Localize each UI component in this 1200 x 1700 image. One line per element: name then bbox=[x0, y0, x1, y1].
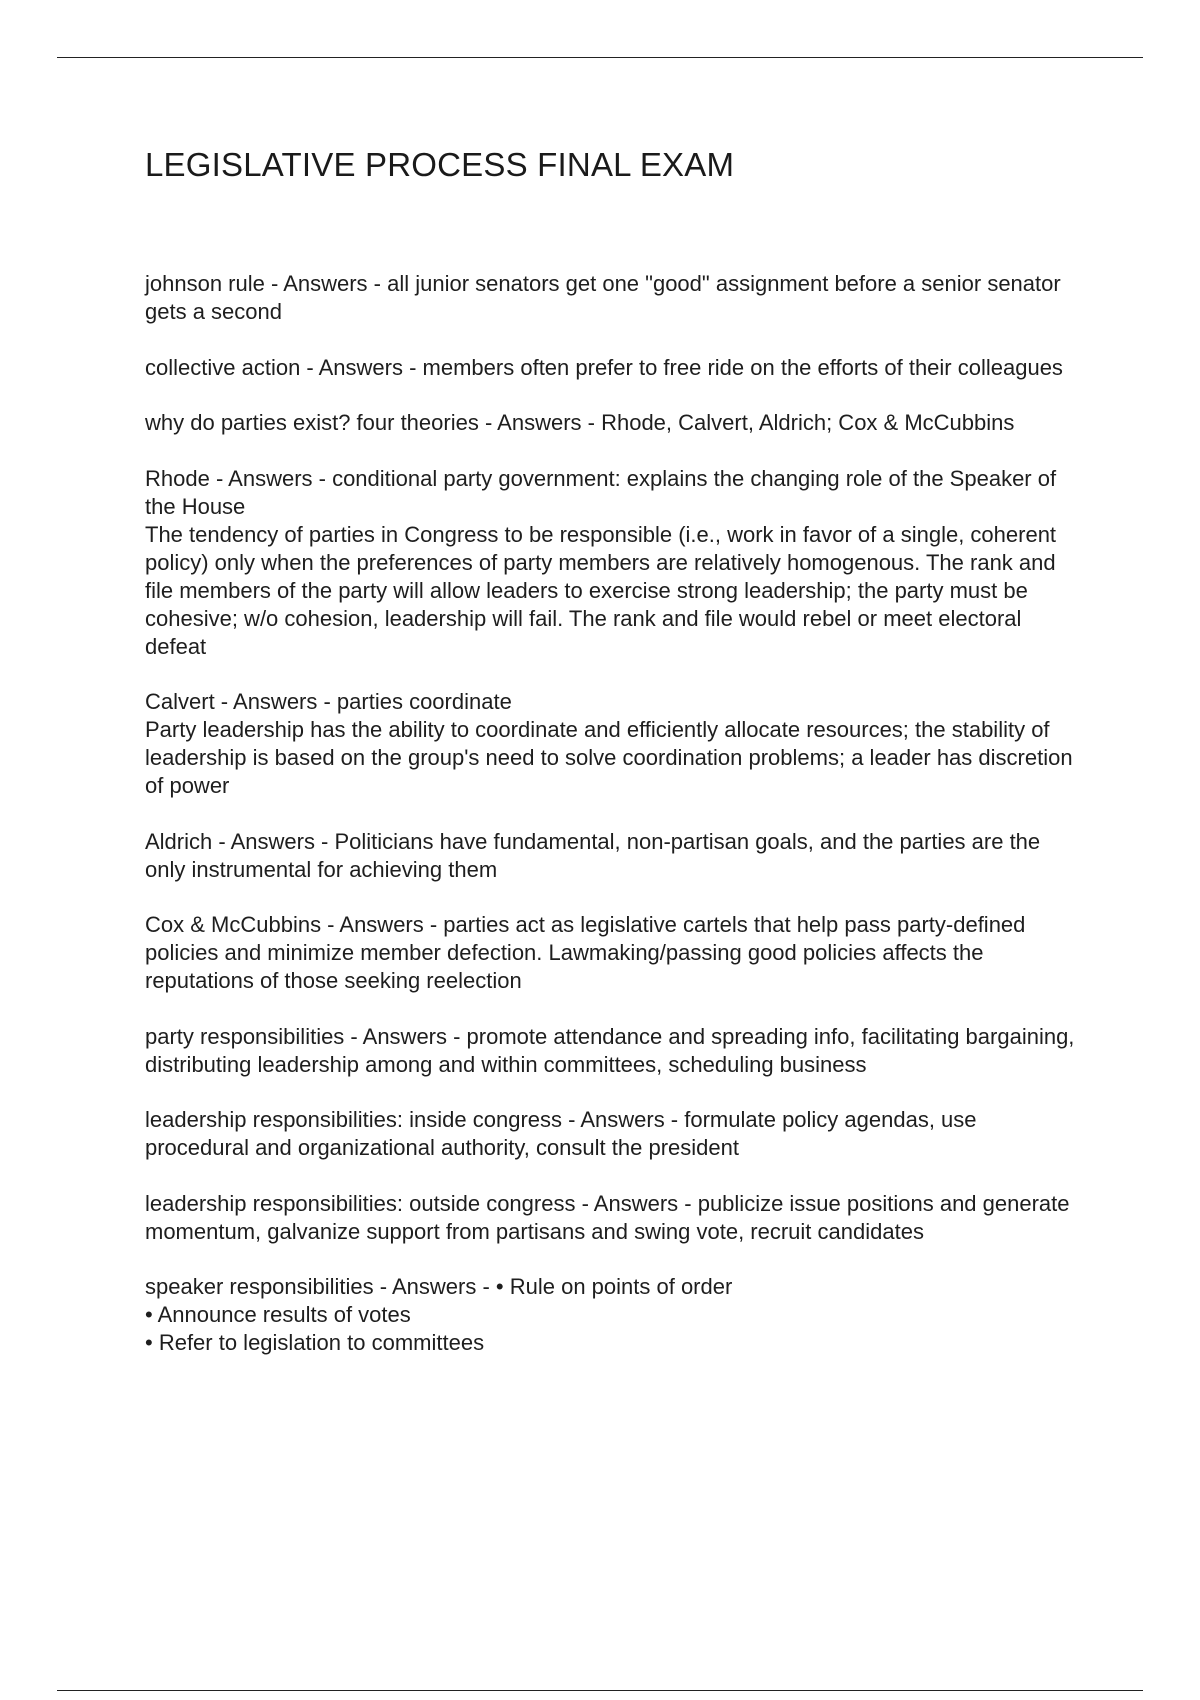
flashcard-entry: Rhode - Answers - conditional party government: explains the changing role of the Speaker of the House The tendency of parties in Congress to be responsible (i.e., work in favor of a single, coherent policy) only when the preferences of party members are relatively homogenous. The rank and file members of the party will allow leaders to exercise strong leadership; the party must be cohesive; w/o cohesion, leadership will fail. The rank and file would rebel or meet electoral defeat bbox=[145, 465, 1057, 659]
flashcard-entry: Cox & McCubbins - Answers - parties act as legislative cartels that help pass party-defined policies and minimize member defection. Lawmaking/passing good policies affects the reputations of those seeking reelection bbox=[145, 912, 1026, 993]
flashcard-entry: Calvert - Answers - parties coordinate Party leadership has the ability to coordinate and efficiently allocate resources; the stability of leadership is based on the group's need to solve coordination problems; a leader has discretion of power bbox=[145, 689, 1073, 798]
header-rule bbox=[57, 57, 1143, 58]
flashcard-entry: leadership responsibilities: outside congress - Answers - publicize issue positions and generate momentum, galvanize support from partisans and swing vote, recruit candidates bbox=[145, 1190, 1070, 1244]
flashcard-list bbox=[145, 270, 1075, 1385]
flashcard-entry: collective action - Answers - members often prefer to free ride on the efforts of their colleagues bbox=[145, 354, 1063, 380]
flashcard-entry: speaker responsibilities - Answers - • Rule on points of order • Announce results of votes • Refer to legislation to committees bbox=[145, 1274, 733, 1355]
flashcard-entry: why do parties exist? four theories - Answers - Rhode, Calvert, Aldrich; Cox & McCubbins bbox=[145, 410, 1015, 435]
flashcard-entry: leadership responsibilities: inside congress - Answers - formulate policy agendas, use procedural and organizational authority, consult the president bbox=[145, 1107, 977, 1160]
flashcard-entry: johnson rule - Answers - all junior senators get one "good" assignment before a senior senator gets a second bbox=[145, 271, 1061, 324]
flashcard-entry: party responsibilities - Answers - promote attendance and spreading info, facilitating bargaining, distributing leadership among and within committees, scheduling business bbox=[145, 1023, 1075, 1077]
flashcard-entry: Aldrich - Answers - Politicians have fundamental, non-partisan goals, and the parties are the only instrumental for achieving them bbox=[145, 828, 1041, 882]
page-title: LEGISLATIVE PROCESS FINAL EXAM bbox=[145, 146, 735, 183]
footer-rule bbox=[57, 1690, 1143, 1691]
